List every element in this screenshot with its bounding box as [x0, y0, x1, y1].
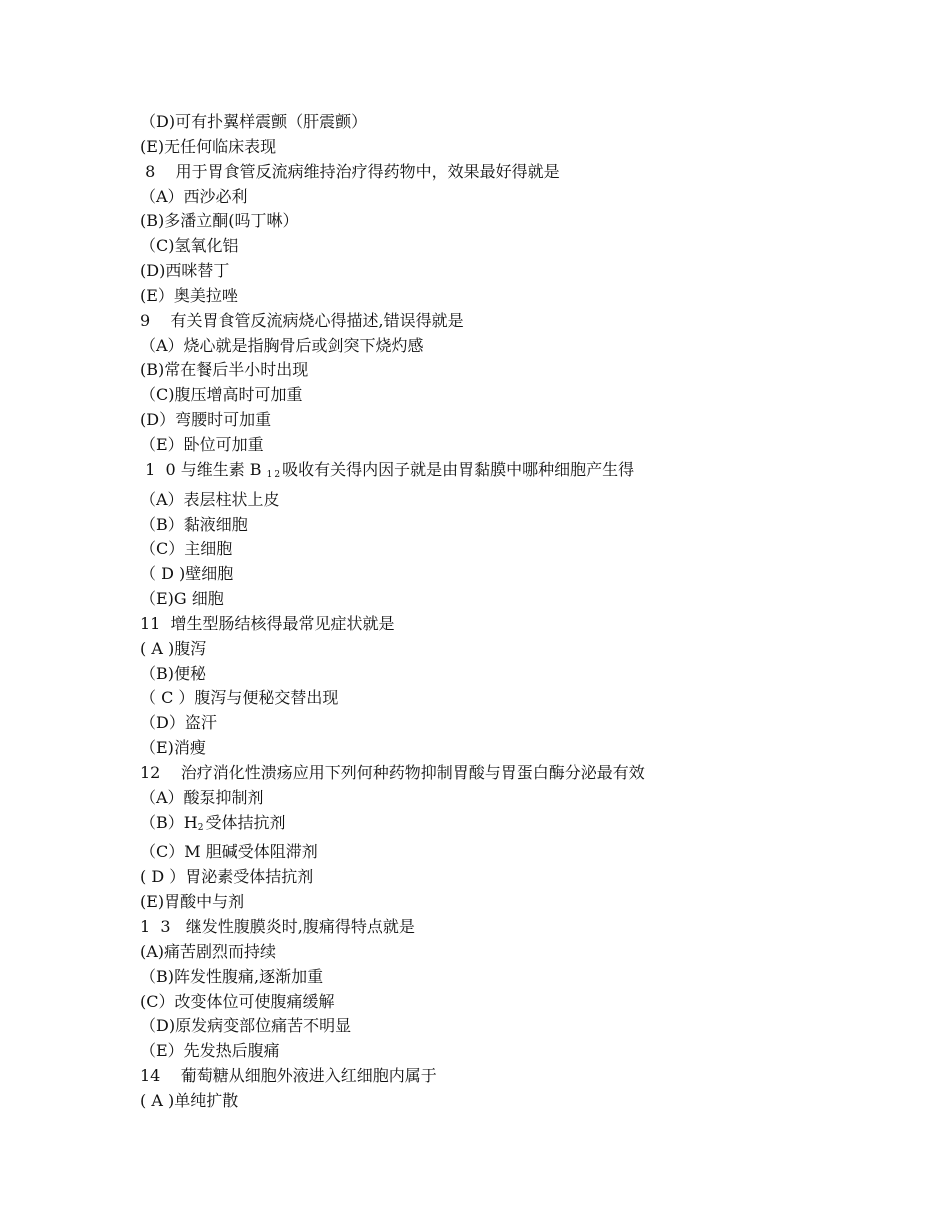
option-line: （C)腹压增高时可加重 — [140, 385, 303, 405]
question-text: 1 0 与维生素 B — [140, 459, 267, 479]
option-line: （A）西沙必利 — [140, 186, 248, 206]
question-line: 8 用于胃食管反流病维持治疗得药物中，效果最好得就是 — [140, 161, 560, 181]
question-line: 9 有关胃食管反流病烧心得描述,错误得就是 — [140, 310, 464, 330]
subscript: 2 — [197, 822, 206, 833]
option-line: （B)阵发性腹痛,逐渐加重 — [140, 966, 324, 986]
option-line: ( D ）胃泌素受体拮抗剂 — [140, 867, 314, 887]
option-line — [140, 811, 900, 841]
option-line: （D)原发病变部位痛苦不明显 — [140, 1016, 352, 1036]
option-line: （B）黏液细胞 — [140, 514, 248, 534]
question-line: 1 3 继发性腹膜炎时,腹痛得特点就是 — [140, 917, 415, 936]
option-line: （B)便秘 — [140, 663, 207, 683]
option-line: (E)无任何临床表现 — [140, 136, 277, 156]
option-line: (B)多潘立酮(吗丁啉） — [140, 211, 299, 231]
option-line: （E)G 细胞 — [140, 589, 224, 609]
option-line: （ C ）腹泻与便秘交替出现 — [140, 688, 339, 708]
document-page — [140, 110, 900, 1114]
option-line: (B)常在餐后半小时出现 — [140, 360, 309, 380]
option-line: （ D )壁细胞 — [140, 564, 234, 584]
option-line: ( A )单纯扩散 — [140, 1090, 239, 1110]
option-line: （E)消瘦 — [140, 738, 206, 758]
option-line: （C）主细胞 — [140, 539, 233, 559]
question-line: 11 增生型肠结核得最常见症状就是 — [140, 613, 395, 633]
option-line: （C)氢氧化铝 — [140, 236, 239, 256]
question-line: 12 治疗消化性溃疡应用下列何种药物抑制胃酸与胃蛋白酶分泌最有效 — [140, 762, 645, 782]
option-line: （A）表层柱状上皮 — [140, 489, 280, 509]
option-line: （E）先发热后腹痛 — [140, 1041, 280, 1061]
option-text: （B）H — [140, 812, 198, 832]
option-line: (D）弯腰时可加重 — [140, 410, 272, 430]
option-line: （A）烧心就是指胸骨后或剑突下烧灼感 — [140, 335, 424, 355]
option-text: 受体拮抗剂 — [205, 812, 286, 832]
option-line: (D)西咪替丁 — [140, 261, 230, 281]
option-line: （E）卧位可加重 — [140, 434, 264, 454]
option-line: （C）M 胆碱受体阻滞剂 — [140, 842, 318, 862]
question-text: 吸收有关得内因子就是由胃黏膜中哪种细胞产生得 — [282, 459, 635, 479]
option-line: （A）酸泵抑制剂 — [140, 787, 264, 807]
option-line: ( A )腹泻 — [140, 638, 207, 658]
option-line: （D）盗汗 — [140, 713, 217, 733]
question-line — [140, 458, 900, 488]
option-line: （D)可有扑翼样震颤（肝震颤） — [140, 112, 368, 131]
option-line: (E)胃酸中与剂 — [140, 892, 245, 912]
subscript: 12 — [266, 469, 283, 480]
option-line: (E）奥美拉唑 — [140, 285, 238, 305]
option-line: (C）改变体位可使腹痛缓解 — [140, 991, 335, 1011]
question-line: 14 葡萄糖从细胞外液进入红细胞内属于 — [140, 1066, 437, 1086]
option-line: (A)痛苦剧烈而持续 — [140, 941, 277, 961]
